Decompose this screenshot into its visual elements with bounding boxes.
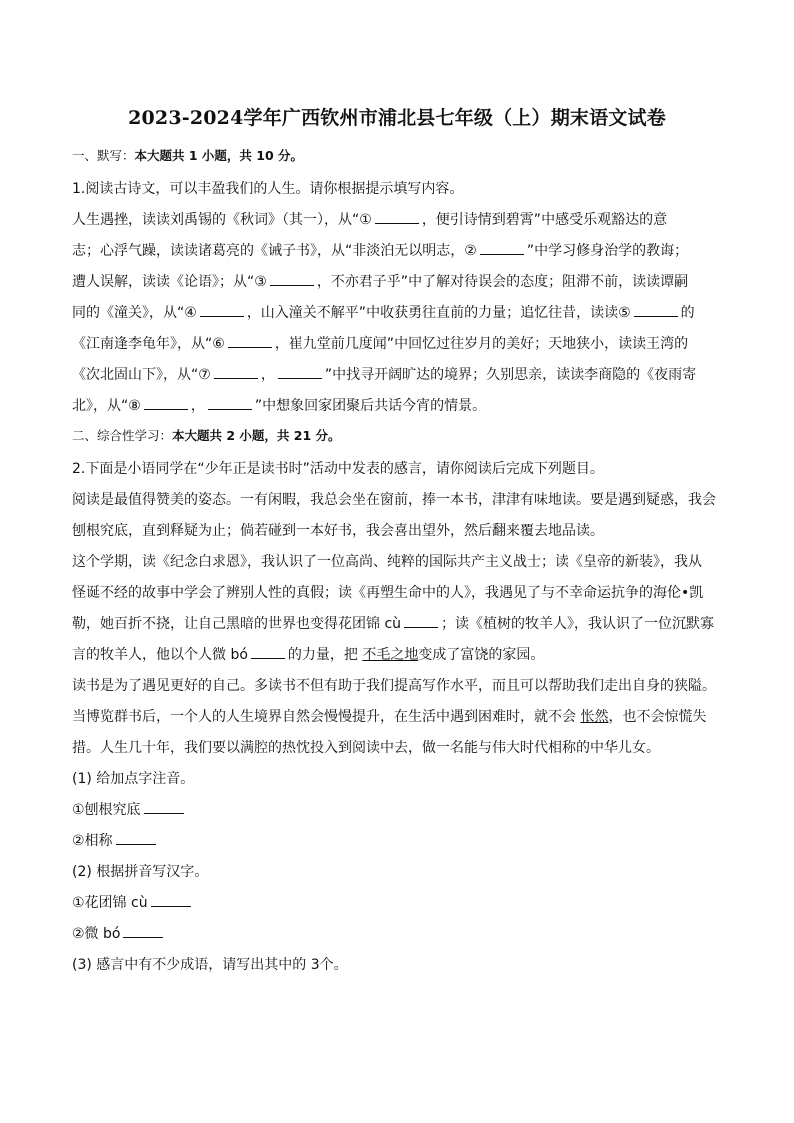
sub-question-item: ①花团锦 cù xyxy=(72,888,722,919)
section-one-info: 本大题共 1 小题，共 10 分。 xyxy=(134,148,304,163)
question-1-intro: 1.阅读古诗文，可以丰盈我们的人生。请你根据提示填写内容。 xyxy=(72,181,464,197)
answer-blank-6[interactable] xyxy=(228,333,272,348)
passage-line: 措。人生几十年，我们要以满腔的热忱投入到阅读中去，做一名能与伟大时代相称的中华儿女。 xyxy=(72,740,660,756)
answer-blank-pinyin-2[interactable] xyxy=(116,830,156,845)
inline-blank-cu xyxy=(404,613,438,628)
dictation-line: 北》，从“⑧ ， ”中想象回家团聚后共话今宵的情景。 xyxy=(72,391,722,422)
underlined-idiom: 不毛之地 xyxy=(362,647,419,663)
dictation-line: 同的《潼关》，从“④ ，山入潼关不解平”中收获勇往直前的力量；追忆往昔，读读⑤ 的 xyxy=(72,298,722,329)
section-two-heading xyxy=(72,424,722,448)
section-one-prefix: 一、默写： xyxy=(72,148,135,163)
answer-blank-char-2[interactable] xyxy=(123,923,163,938)
answer-blank-char-1[interactable] xyxy=(151,892,191,907)
answer-blank-7a[interactable] xyxy=(214,364,258,379)
passage-line: 怪诞不经的故事中学会了辨别人性的真假；读《再塑生命中的人》，我遇见了与不幸命运抗争的海伦•凯 xyxy=(72,585,704,601)
passage-line: 刨根究底，直到释疑为止；倘若碰到一本好书，我会喜出望外，然后翻来覆去地品读。 xyxy=(72,523,604,539)
answer-blank-8b[interactable] xyxy=(208,395,252,410)
sub-question-item: ①刨根究底 xyxy=(72,795,722,826)
answer-blank-3[interactable] xyxy=(270,271,314,286)
passage-line: 阅读是最值得赞美的姿态。一有闲暇，我总会坐在窗前，捧一本书，津津有味地读。要是遇到疑惑，我会 xyxy=(72,492,716,508)
passage-line: 勒，她百折不挠，让自己黑暗的世界也变得花团锦 cù ；读《植树的牧羊人》，我认识了一位沉默寡 xyxy=(72,609,722,640)
answer-blank-2[interactable] xyxy=(480,240,524,255)
dictation-line: 遭人误解，读读《论语》；从“③ ，不亦君子乎”中了解对待误会的态度；阻滞不前，读读谭嗣 xyxy=(72,267,722,298)
underlined-word: 怅然 xyxy=(580,709,609,725)
sub-question-1: (1) 给加点字注音。 xyxy=(72,771,195,787)
dictation-line: 《次北固山下》，从“⑦ ， ”中找寻开阔旷达的境界；久别思亲，读读李商隐的《夜雨寄 xyxy=(72,360,722,391)
dictation-line: 人生遇挫，读读刘禹锡的《秋词》（其一），从“① ，便引诗情到碧霄”中感受乐观豁达的意 xyxy=(72,205,722,236)
passage-line: 当博览群书后，一个人的人生境界自然会慢慢提升，在生活中遇到困难时，就不会 怅然，也不会惊慌失 xyxy=(72,709,707,725)
passage-line: 言的牧羊人，他以个人微 bó 的力量，把 不毛之地变成了富饶的家园。 xyxy=(72,640,722,671)
sub-question-item: ②微 bó xyxy=(72,919,722,950)
answer-blank-pinyin-1[interactable] xyxy=(144,799,184,814)
exam-page xyxy=(72,96,722,981)
answer-blank-7b[interactable] xyxy=(278,364,322,379)
section-two-prefix: 二、综合性学习： xyxy=(72,428,173,443)
section-one-heading xyxy=(72,144,722,168)
dictation-line: 《江南逢李龟年》，从“⑥ ，崔九堂前几度闻”中回忆过往岁月的美好；天地狭小，读读王湾的 xyxy=(72,329,722,360)
passage-line: 这个学期，读《纪念白求恩》，我认识了一位高尚、纯粹的国际共产主义战士；读《皇帝的新装》，我从 xyxy=(72,554,702,570)
sub-question-3: (3) 感言中有不少成语，请写出其中的 3个。 xyxy=(72,957,348,973)
answer-blank-5[interactable] xyxy=(634,302,678,317)
section-two-info: 本大题共 2 小题，共 21 分。 xyxy=(172,428,341,443)
dictation-line: 志；心浮气躁，读读诸葛亮的《诫子书》，从“非淡泊无以明志，② ”中学习修身治学的教诲； xyxy=(72,236,722,267)
sub-question-item: ②相称 xyxy=(72,826,722,857)
exam-title: 2023-2024学年广西钦州市浦北县七年级（上）期末语文试卷 xyxy=(128,107,666,129)
answer-blank-1[interactable] xyxy=(375,209,419,224)
question-2-intro: 2.下面是小语同学在“少年正是读书时”活动中发表的感言，请你阅读后完成下列题目。 xyxy=(72,461,604,477)
answer-blank-4[interactable] xyxy=(200,302,244,317)
passage-line: 读书是为了遇见更好的自己。多读书不但有助于我们提高写作水平，而且可以帮助我们走出自身的狭隘。 xyxy=(72,678,716,694)
answer-blank-8a[interactable] xyxy=(144,395,188,410)
inline-blank-bo xyxy=(251,644,285,659)
sub-question-2: (2) 根据拼音写汉字。 xyxy=(72,864,209,880)
